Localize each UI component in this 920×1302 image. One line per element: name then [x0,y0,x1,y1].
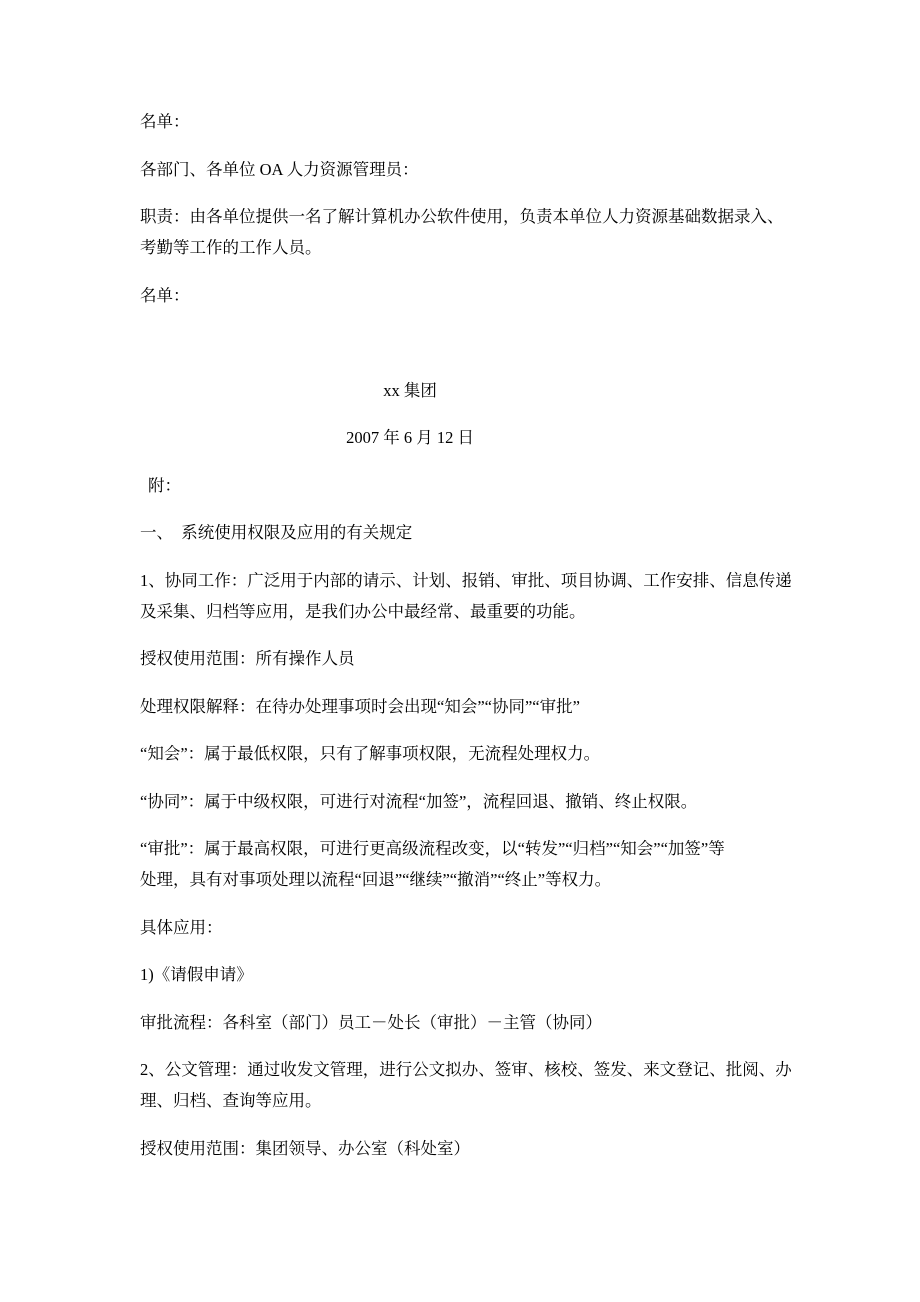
text-line: 职责：由各单位提供一名了解计算机办公软件使用，负责本单位人力资源基础数据录入、 [140,207,784,226]
text-line: “知会”：属于最低权限，只有了解事项权限，无流程处理权力。 [140,744,601,763]
text-line: “协同”：属于中级权限，可进行对流程“加签”，流程回退、撤销、终止权限。 [140,791,698,811]
text-line: 1、协同工作：广泛用于内部的请示、计划、报销、审批、项目协调、工作安排、信息传递 [140,570,792,590]
paragraph [140,280,780,311]
text-line: “审批”：属于最高权限，可进行更高级流程改变，以“转发”“归档”“知会”“加签”等 [140,839,725,858]
paragraph [140,422,680,453]
paragraph [140,1007,780,1038]
text-line: 审批流程：各科室（部门）员工－处长（审批）－主管（协同） [140,1012,602,1032]
paragraph [140,643,780,674]
paragraph [140,1133,780,1164]
paragraph [140,833,780,895]
paragraph [140,691,780,722]
text-line: 1)《请假申请》 [140,965,253,984]
paragraph [140,154,780,185]
paragraph [140,106,780,137]
paragraph [140,786,780,817]
text-line: 授权使用范围：集团领导、办公室（科处室） [140,1138,470,1158]
paragraph [140,201,784,263]
text-line: 处理权限解释：在待办处理事项时会出现“知会”“协同”“审批” [140,696,580,716]
text-line: 理、归档、查询等应用。 [140,1091,322,1110]
text-line: 及采集、归档等应用，是我们办公中最经常、最重要的功能。 [140,601,586,621]
paragraph [140,738,780,769]
text-line: 授权使用范围：所有操作人员 [140,649,355,668]
text-line: 名单： [140,285,190,305]
paragraph [140,959,780,990]
paragraph [140,912,780,943]
text-line: 处理，具有对事项处理以流程“回退”“继续”“撤消”“终止”等权力。 [140,870,612,889]
text-line: 附： [148,475,181,495]
text-line: 各部门、各单位 OA 人力资源管理员： [140,159,419,179]
text-line: 一、 系统使用权限及应用的有关规定 [140,523,413,542]
paragraph [140,565,792,627]
text-line: 2007 年 6 月 12 日 [346,428,474,447]
text-line: xx 集团 [383,380,437,400]
paragraph [140,470,780,501]
text-line: 具体应用： [140,917,223,937]
paragraph [140,1054,792,1116]
text-line: 名单： [140,112,190,131]
empty-paragraph [140,327,780,358]
paragraph [140,517,780,548]
text-line: 考勤等工作的工作人员。 [140,238,322,257]
paragraph [140,375,680,406]
text-line: 2、公文管理：通过收发文管理，进行公文拟办、签审、核校、签发、来文登记、批阅、办 [140,1060,792,1079]
